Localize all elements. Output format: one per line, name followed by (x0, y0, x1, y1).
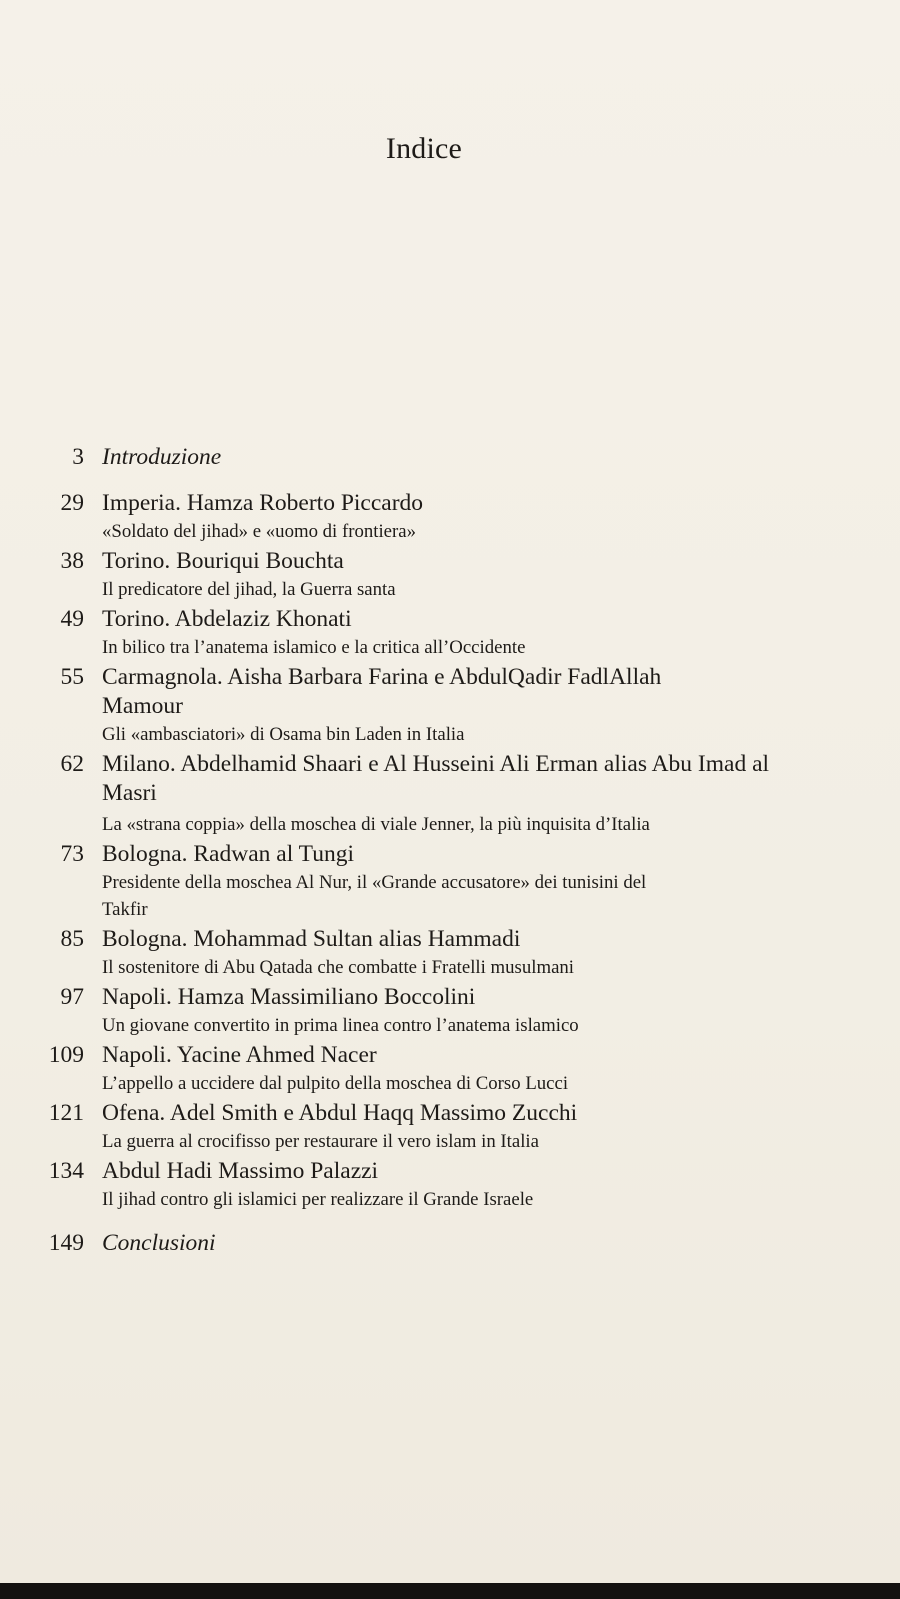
toc-entry (0, 489, 900, 545)
toc-page-number: 3 (72, 444, 84, 470)
toc-entry (0, 663, 900, 748)
toc-page-number: 29 (60, 490, 84, 516)
toc-entry (0, 547, 900, 603)
toc-entry-title: Bologna. Mohammad Sultan alias Hammadi (102, 926, 521, 952)
toc-entry-title: Ofena. Adel Smith e Abdul Haqq Massimo Zucchi (102, 1100, 578, 1126)
toc-entry-title: Carmagnola. Aisha Barbara Farina e AbdulQadir FadlAllah Mamour (102, 664, 662, 719)
toc-entry-subtitle: Il sostenitore di Abu Qatada che combatte i Fratelli musulmani (102, 957, 575, 978)
toc-page-number: 149 (48, 1230, 84, 1256)
toc-entry-subtitle: Il jihad contro gli islamici per realizzare il Grande Israele (102, 1189, 534, 1210)
toc-entry-subtitle: Il predicatore del jihad, la Guerra santa (102, 579, 396, 600)
toc-entry (0, 750, 900, 838)
toc-entry (0, 840, 900, 923)
page-edge (0, 1583, 900, 1599)
toc-entry-conclusioni (0, 1229, 900, 1258)
toc-page-number: 109 (48, 1042, 84, 1068)
toc-entry-title: Milano. Abdelhamid Shaari e Al Husseini Ali Erman alias Abu Imad al Masri (102, 751, 770, 806)
toc-entry-subtitle: L’appello a uccidere dal pulpito della moschea di Corso Lucci (102, 1073, 569, 1094)
toc-entry-subtitle: In bilico tra l’anatema islamico e la critica all’Occidente (102, 637, 526, 658)
toc-page-number: 38 (60, 548, 84, 574)
table-of-contents (0, 443, 900, 1258)
toc-entry-title: Imperia. Hamza Roberto Piccardo (102, 490, 424, 516)
toc-entry-title: Napoli. Yacine Ahmed Nacer (102, 1042, 377, 1068)
toc-page-number: 85 (60, 926, 84, 952)
toc-entry (0, 925, 900, 981)
toc-entry-title: Torino. Abdelaziz Khonati (102, 606, 352, 632)
toc-entry-subtitle: Presidente della moschea Al Nur, il «Grande accusatore» dei tunisini del Takfir (102, 872, 647, 920)
toc-entry (0, 1099, 900, 1155)
toc-page-number: 55 (60, 664, 84, 690)
toc-page-number: 97 (60, 984, 84, 1010)
toc-entry-title: Napoli. Hamza Massimiliano Boccolini (102, 984, 476, 1010)
toc-entry-subtitle: La guerra al crocifisso per restaurare il vero islam in Italia (102, 1131, 539, 1152)
toc-entry-subtitle: Un giovane convertito in prima linea contro l’anatema islamico (102, 1015, 579, 1036)
toc-entry (0, 605, 900, 661)
toc-entry-introduzione (0, 443, 900, 472)
page-title: Indice (385, 132, 463, 165)
toc-entry (0, 1041, 900, 1097)
toc-entry-title: Bologna. Radwan al Tungi (102, 841, 354, 867)
toc-entry-subtitle: La «strana coppia» della moschea di viale Jenner, la più inquisita d’Italia (102, 814, 650, 835)
toc-entry (0, 1157, 900, 1213)
toc-entry-title: Torino. Bouriqui Bouchta (102, 548, 344, 574)
toc-page-number: 62 (60, 751, 84, 777)
toc-page-number: 121 (48, 1100, 84, 1126)
toc-entry-title: Conclusioni (102, 1230, 216, 1256)
toc-page-number: 73 (60, 841, 84, 867)
toc-entry-title: Abdul Hadi Massimo Palazzi (102, 1158, 379, 1184)
toc-entry-subtitle: «Soldato del jihad» e «uomo di frontiera» (102, 521, 416, 542)
toc-page-number: 49 (60, 606, 84, 632)
toc-entry-subtitle: Gli «ambasciatori» di Osama bin Laden in Italia (102, 724, 465, 745)
toc-entry-title: Introduzione (102, 444, 222, 470)
toc-entry (0, 983, 900, 1039)
toc-page-number: 134 (48, 1158, 84, 1184)
